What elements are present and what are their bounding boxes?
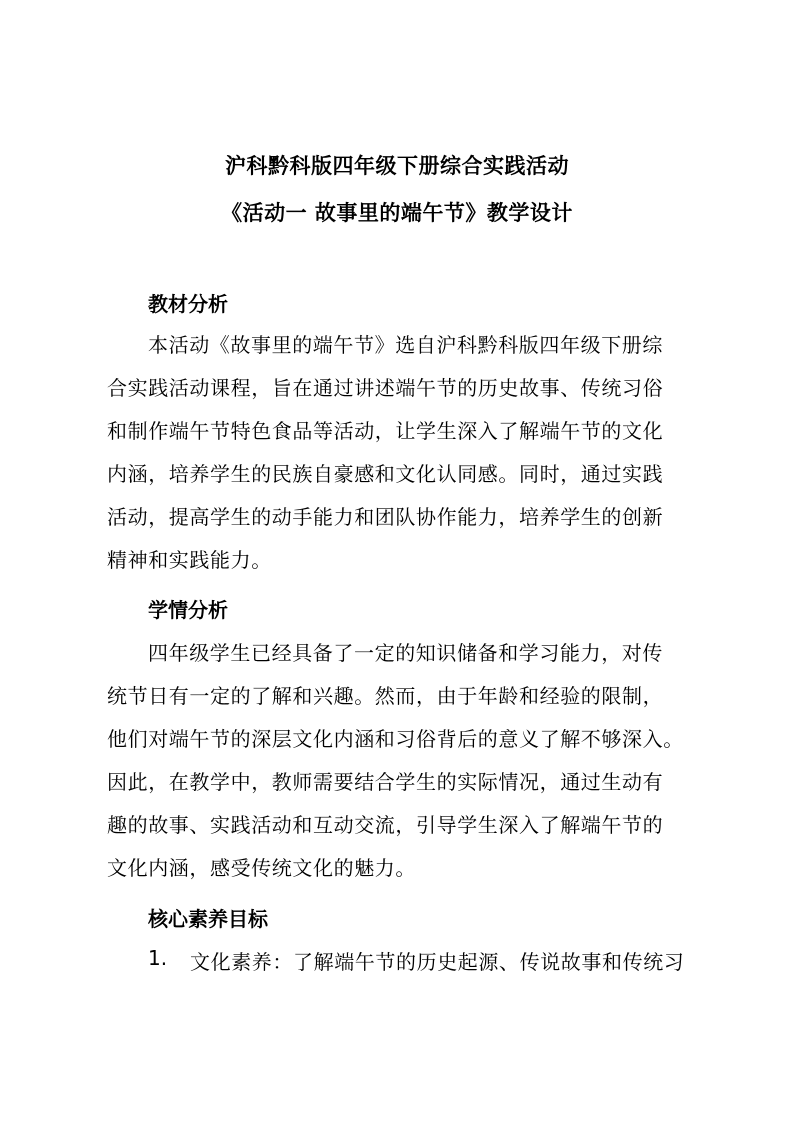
section-heading-textbook-analysis: 教材分析: [148, 292, 228, 316]
paragraph-line: 他们对端午节的深层文化内涵和习俗背后的意义了解不够深入。: [107, 727, 684, 751]
document-subtitle: 《活动一 故事里的端午节》教学设计: [221, 201, 573, 225]
paragraph-line: 内涵，培养学生的民族自豪感和文化认同感。同时，通过实践: [107, 462, 664, 486]
paragraph-line: 文化内涵，感受传统文化的魅力。: [107, 856, 416, 880]
paragraph-line: 统节日有一定的了解和兴趣。然而，由于年龄和经验的限制，: [107, 684, 664, 708]
paragraph-line: 活动，提高学生的动手能力和团队协作能力，培养学生的创新: [107, 505, 664, 529]
section-heading-core-literacy-goals: 核心素养目标: [148, 907, 268, 931]
paragraph-line: 精神和实践能力。: [107, 548, 272, 572]
paragraph-line: 合实践活动课程，旨在通过讲述端午节的历史故事、传统习俗: [107, 376, 664, 400]
paragraph-line: 本活动《故事里的端午节》选自沪科黔科版四年级下册综: [148, 333, 663, 357]
paragraph-line: 因此，在教学中，教师需要结合学生的实际情况，通过生动有: [107, 770, 664, 794]
section-heading-student-analysis: 学情分析: [148, 598, 228, 622]
document-title: 沪科黔科版四年级下册综合实践活动: [225, 154, 569, 178]
paragraph-line: 四年级学生已经具备了一定的知识储备和学习能力，对传: [148, 641, 663, 665]
paragraph-line: 和制作端午节特色食品等活动，让学生深入了解端午节的文化: [107, 419, 664, 443]
list-item-text: 文化素养：了解端午节的历史起源、传说故事和传统习: [190, 950, 685, 974]
list-item-number: 1.: [148, 946, 168, 970]
paragraph-line: 趣的故事、实践活动和互动交流，引导学生深入了解端午节的: [107, 813, 664, 837]
